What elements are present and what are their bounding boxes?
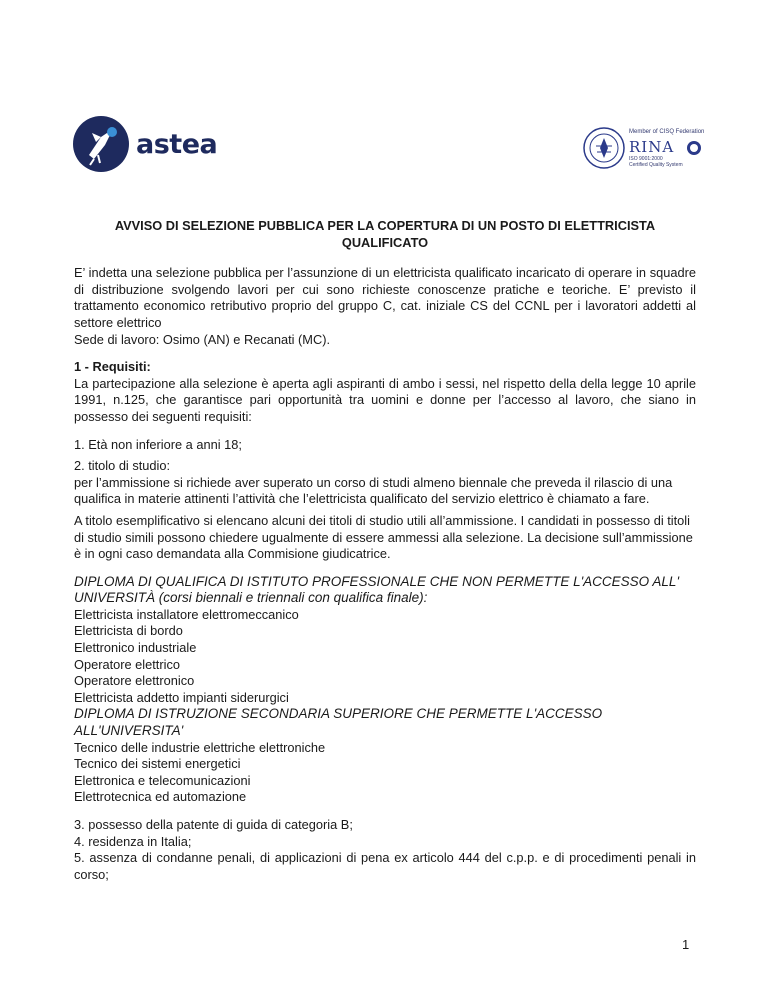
- diploma-qualifica-heading: DIPLOMA DI QUALIFICA DI ISTITUTO PROFESSIONALE CHE NON PERMETTE L'ACCESSO ALL' UNIVERSITÀ (corsi biennali e triennali con qualifica finale):: [74, 573, 680, 606]
- requirement-age: 1. Età non inferiore a anni 18;: [74, 436, 242, 452]
- list-item: Elettricista di bordo: [74, 623, 183, 639]
- cert-name: RINA: [629, 138, 675, 156]
- requirements-intro: La partecipazione alla selezione è aperta agli aspiranti di ambo i sessi, nel rispetto della della legge 10 aprile 1991, n.125, che garantisce pari opportunità tra uomini e donne per l’accesso al lavoro, che siano in possesso dei seguenti requisiti:: [74, 375, 696, 424]
- list-item: Elettricista addetto impianti siderurgici: [74, 689, 289, 705]
- requirement-residence: 4. residenza in Italia;: [74, 833, 192, 849]
- list-item: Elettronica e telecomunicazioni: [74, 772, 251, 788]
- list-item: Elettricista installatore elettromeccanico: [74, 606, 299, 622]
- astea-bird-icon: [72, 115, 130, 173]
- astea-logo: [72, 115, 217, 173]
- rina-certification-badge: [582, 126, 704, 170]
- document-body: [74, 218, 696, 883]
- requirement-criminal-record: 5. assenza di condanne penali, di applicazioni di pena ex articolo 444 del c.p.p. e di procedimenti penali in corso;: [74, 850, 696, 882]
- section-heading-requirements: 1 - Requisiti:: [74, 359, 151, 375]
- list-item: Elettronico industriale: [74, 640, 197, 656]
- list-item: Tecnico delle industrie elettriche elettroniche: [74, 739, 326, 755]
- cert-iso-text: ISO 9001:2000 Certified Quality System: [629, 156, 683, 168]
- requirement-education-examples: A titolo esemplificativo si elencano alcuni dei titoli di studio utili all’ammissione. I candidati in possesso di titoli di studio simili possono chiedere ugualmente di essere ammessi alla selezione. La decisione sull’ammissione è in ogni caso demandata alla Commisione giudicatrice.: [74, 512, 693, 562]
- cert-member-text: Member of CISQ Federation: [629, 129, 705, 135]
- page-number: 1: [682, 937, 690, 952]
- work-location: Sede di lavoro: Osimo (AN) e Recanati (MC).: [74, 331, 331, 347]
- requirement-license: 3. possesso della patente di guida di categoria B;: [74, 817, 353, 832]
- logo-wordmark: astea: [136, 128, 218, 160]
- list-item: Operatore elettrico: [74, 656, 180, 672]
- requirement-education-text: per l’ammissione si richiede aver superato un corso di studi almeno biennale che preveda il rilascio di una qualifica in materie attinenti l’attività che l’elettricista qualificato del servizio elettrico è chiamato a fare.: [74, 474, 673, 507]
- page-title: AVVISO DI SELEZIONE PUBBLICA PER LA COPERTURA DI UN POSTO DI ELETTRICISTA QUALIFICATO: [114, 218, 656, 250]
- list-item: Tecnico dei sistemi energetici: [74, 756, 241, 772]
- requirement-education-heading: 2. titolo di studio:: [74, 458, 171, 474]
- list-item: Elettrotecnica ed automazione: [74, 789, 247, 805]
- list-item: Operatore elettronico: [74, 673, 195, 689]
- rina-seal-icon: [582, 126, 626, 170]
- iqnet-icon: [686, 140, 702, 156]
- diploma-superiore-heading: DIPLOMA DI ISTRUZIONE SECONDARIA SUPERIORE CHE PERMETTE L'ACCESSO ALL'UNIVERSITA': [74, 706, 603, 739]
- intro-paragraph: E’ indetta una selezione pubblica per l’assunzione di un elettricista qualificato incaricato di operare in squadre di distribuzione svolgendo lavori per cui sono richieste conoscenze pratiche e teoriche. E’ previsto il trattamento economico retributivo proprio del gruppo C, cat. iniziale CS del CCNL per i lavoratori addetti al settore elettrico: [74, 265, 696, 330]
